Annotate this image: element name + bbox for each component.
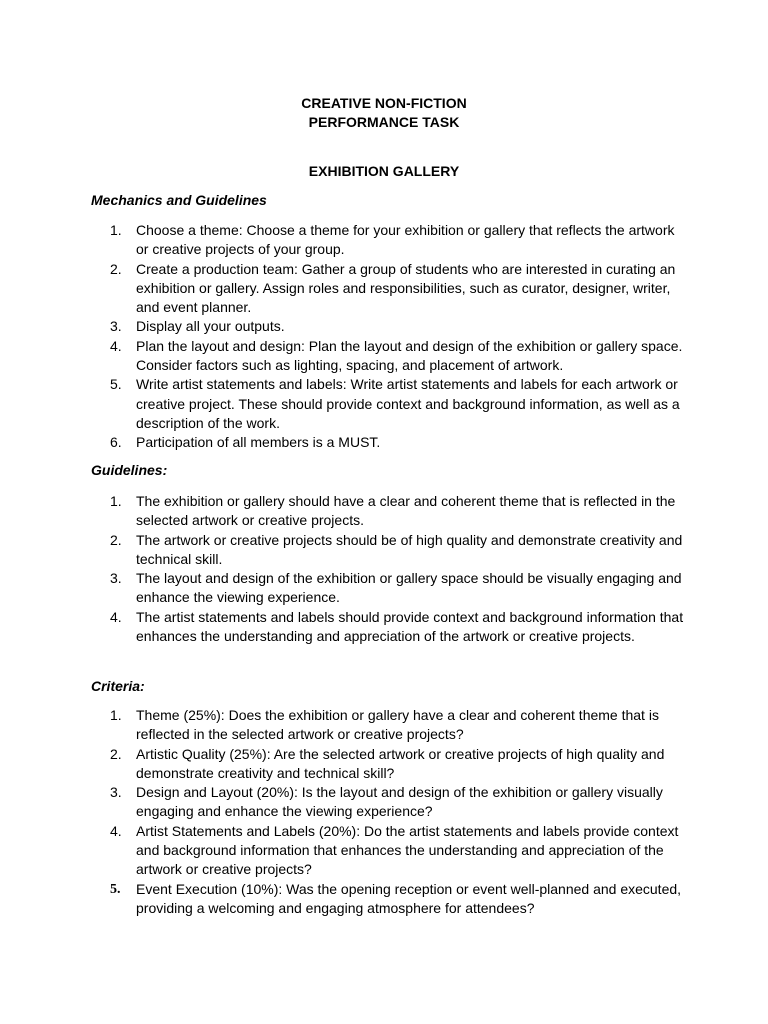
list-item-number: 2. bbox=[110, 260, 122, 277]
list-item-number: 1. bbox=[110, 493, 122, 509]
section-heading-criteria: Criteria: bbox=[91, 678, 145, 694]
list-item-number: 2. bbox=[110, 531, 122, 548]
list-item-number: 5. bbox=[110, 881, 121, 897]
list-item-number: 5. bbox=[110, 376, 122, 393]
list-item-text: Theme (25%): Does the exhibition or gallery have a clear and coherent theme that is reflected in the selected artwork or creative projects? bbox=[136, 707, 659, 743]
list-item-number: 3. bbox=[110, 318, 122, 335]
list-item bbox=[0, 745, 768, 784]
list-item bbox=[0, 783, 768, 822]
list-item bbox=[0, 492, 768, 531]
list-item bbox=[0, 433, 768, 452]
list-item-text: Create a production team: Gather a group of students who are interested in curating an exhibition or gallery. Assign roles and responsibilities, such as curator, designer, writer, and event planner. bbox=[136, 260, 676, 316]
list-item-text: Design and Layout (20%): Is the layout and design of the exhibition or gallery visually engaging and enhance the viewing experience? bbox=[136, 784, 663, 820]
list-item-number: 3. bbox=[110, 570, 122, 587]
list-item bbox=[0, 221, 768, 260]
list-item-number: 4. bbox=[110, 608, 122, 625]
list-item-number: 2. bbox=[110, 745, 122, 762]
document-subtitle: EXHIBITION GALLERY bbox=[308, 163, 460, 179]
list-item bbox=[0, 706, 768, 745]
guidelines-list bbox=[0, 492, 768, 646]
list-item-text: Plan the layout and design: Plan the layout and design of the exhibition or gallery space. Consider factors such as lighting, spacing, and placement of artwork. bbox=[136, 337, 683, 374]
section-heading-mechanics: Mechanics and Guidelines bbox=[91, 192, 267, 208]
list-item bbox=[0, 260, 768, 318]
document-title-line1: CREATIVE NON-FICTION bbox=[301, 95, 467, 111]
list-item bbox=[0, 337, 768, 376]
list-item bbox=[0, 569, 768, 608]
list-item-text: The exhibition or gallery should have a clear and coherent theme that is reflected in the selected artwork or creative projects. bbox=[136, 493, 676, 529]
list-item bbox=[0, 317, 768, 336]
list-item-text: Artistic Quality (25%): Are the selected artwork or creative projects of high quality and demonstrate creativity and technical skill? bbox=[136, 745, 665, 781]
criteria-list bbox=[0, 706, 768, 918]
list-item bbox=[0, 375, 768, 433]
list-item-text: Write artist statements and labels: Write artist statements and labels for each artwork or creative project. These should provide context and background information, as well as a description of the work. bbox=[136, 376, 680, 431]
list-item-number: 1. bbox=[110, 707, 122, 723]
list-item-text: Display all your outputs. bbox=[136, 318, 285, 335]
list-item bbox=[0, 880, 768, 919]
list-item-text: Choose a theme: Choose a theme for your exhibition or gallery that reflects the artwork or creative projects of your group. bbox=[136, 222, 675, 258]
list-item-text: The layout and design of the exhibition or gallery space should be visually engaging and enhance the viewing experience. bbox=[136, 570, 682, 606]
list-item-text: Event Execution (10%): Was the opening reception or event well-planned and executed, providing a welcoming and engaging atmosphere for attendees? bbox=[136, 880, 682, 916]
list-item-text: Artist Statements and Labels (20%): Do the artist statements and labels provide context and background information that enhances the understanding and appreciation of the artwork or creative projects? bbox=[136, 822, 679, 878]
list-item-number: 4. bbox=[110, 337, 122, 354]
list-item-text: The artwork or creative projects should be of high quality and demonstrate creativity and technical skill. bbox=[136, 531, 683, 567]
list-item-number: 6. bbox=[110, 434, 122, 451]
list-item bbox=[0, 531, 768, 570]
list-item-number: 4. bbox=[110, 822, 122, 839]
section-heading-guidelines: Guidelines: bbox=[91, 462, 168, 478]
list-item bbox=[0, 608, 768, 647]
list-item bbox=[0, 822, 768, 880]
mechanics-list bbox=[0, 221, 768, 453]
list-item-text: Participation of all members is a MUST. bbox=[136, 434, 381, 451]
document-title-line2: PERFORMANCE TASK bbox=[308, 114, 460, 130]
list-item-number: 3. bbox=[110, 784, 122, 801]
list-item-text: The artist statements and labels should provide context and background information that enhances the understanding and appreciation of the artwork or creative projects. bbox=[136, 608, 684, 645]
list-item-number: 1. bbox=[110, 222, 122, 238]
